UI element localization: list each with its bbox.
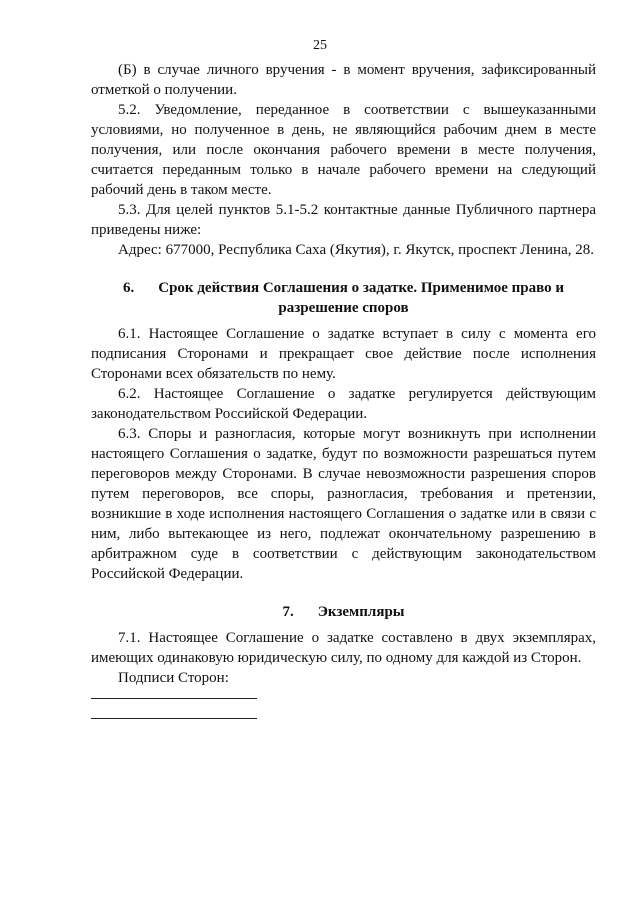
paragraph-7-1: 7.1. Настоящее Соглашение о задатке составлено в двух экземплярах, имеющих одинаковую юридическую силу, по одному для каждой из Сторон.	[91, 630, 596, 666]
paragraph-5-2: 5.2. Уведомление, переданное в соответствии с вышеуказанными условиями, но полученное в день, не являющийся рабочим днем в месте получения, или после окончания рабочего времени в месте получения, считается переданным только в начале рабочего времени на следующий рабочий день в таком месте.	[91, 102, 596, 198]
paragraph-6-3: 6.3. Споры и разногласия, которые могут возникнуть при исполнении настоящего Соглашения о задатке, будут по возможности разрешаться путем переговоров между Сторонами. В случае невозможности разрешения споров путем переговоров, все споры, разногласия, требования и претензии, возникшие в ходе исполнения настоящего Соглашения о задатке или в связи с ним, либо вытекающее из него, подлежат окончательному разрешению в арбитражном суде в соответствии с действующим законодательством Российской Федерации.	[91, 426, 596, 582]
signature-block	[91, 698, 596, 719]
page-number: 25	[313, 38, 327, 53]
section-6-number: 6.	[123, 280, 135, 296]
paragraph-address: Адрес: 677000, Республика Саха (Якутия), г. Якутск, проспект Ленина, 28.	[118, 242, 594, 258]
section-6-title: Срок действия Соглашения о задатке. Применимое право и разрешение споров	[158, 280, 564, 316]
section-7-heading	[91, 602, 596, 622]
document-body	[91, 60, 596, 719]
signature-line-2	[91, 718, 257, 719]
signatures-label: Подписи Сторон:	[118, 670, 229, 686]
section-7-number: 7.	[282, 604, 294, 620]
paragraph-6-2: 6.2. Настоящее Соглашение о задатке регулируется действующим законодательством Российской Федерации.	[91, 386, 596, 422]
section-7-title: Экземпляры	[317, 604, 405, 620]
paragraph-6-1: 6.1. Настоящее Соглашение о задатке вступает в силу с момента его подписания Сторонами и прекращает свое действие после исполнения Сторонами всех обязательств по нему.	[91, 326, 596, 382]
paragraph-5-3: 5.3. Для целей пунктов 5.1-5.2 контактные данные Публичного партнера приведены ниже:	[91, 202, 596, 238]
section-6-heading	[91, 278, 596, 318]
signature-line-1	[91, 698, 257, 699]
paragraph-delivery-personal: (Б) в случае личного вручения - в момент вручения, зафиксированный отметкой о получении.	[91, 62, 596, 98]
